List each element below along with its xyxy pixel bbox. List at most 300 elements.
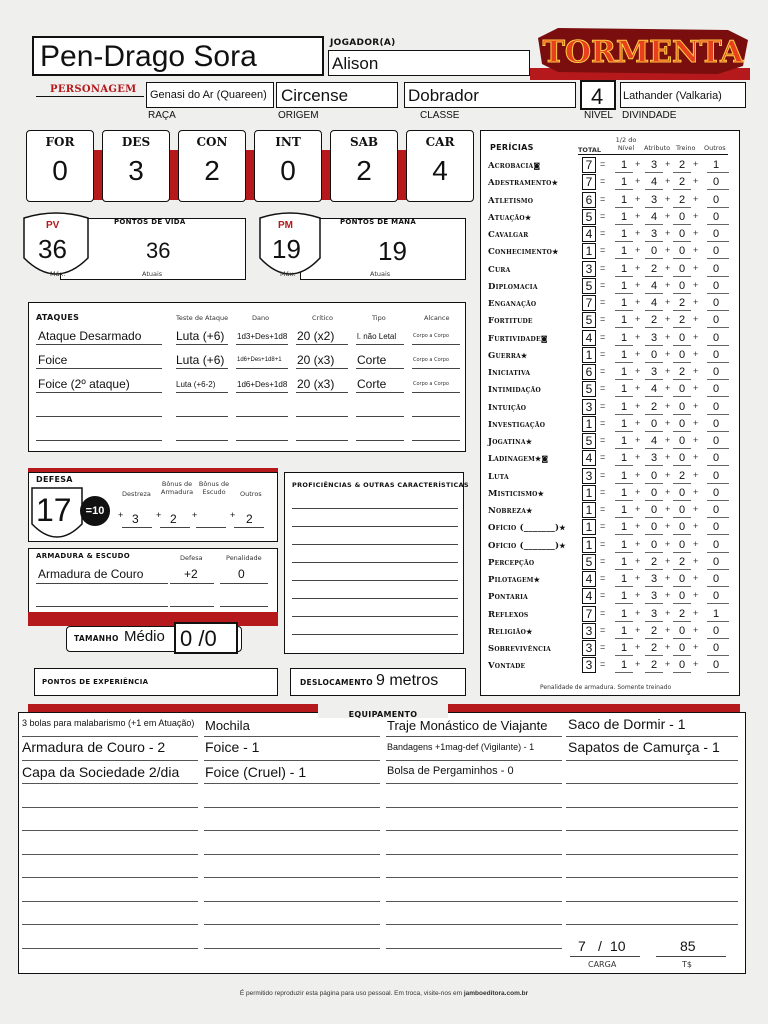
pm-max-label: Máx.	[280, 270, 296, 278]
load-current: 7	[578, 938, 586, 954]
skill-row[interactable]	[488, 244, 738, 261]
movement-value: 9 metros	[376, 672, 439, 689]
skill-name: Investigação	[488, 419, 546, 430]
plus-sign: +	[635, 331, 641, 342]
skill-row[interactable]	[488, 348, 738, 365]
plus-sign: +	[635, 607, 641, 618]
class-field[interactable]	[404, 82, 576, 108]
plus-sign: +	[693, 452, 699, 463]
skill-train: 0	[678, 383, 686, 396]
skill-half-level: 1	[620, 504, 628, 516]
skill-row[interactable]	[488, 313, 738, 330]
skill-row[interactable]	[488, 434, 738, 451]
plus-sign: +	[693, 573, 699, 583]
pv-max-label: Máx.	[50, 270, 66, 278]
plus-sign: +	[635, 193, 641, 204]
skill-row[interactable]	[488, 469, 738, 486]
plus-sign: +	[665, 193, 671, 204]
plus-sign: +	[693, 245, 699, 256]
plus-sign: +	[635, 538, 641, 549]
skill-attr: 2	[650, 262, 658, 275]
skill-attr: 4	[650, 176, 658, 189]
skill-name: Cavalgar	[488, 230, 529, 240]
player-name-field[interactable]	[328, 50, 530, 76]
skill-name: Ofício (_______)★	[488, 540, 566, 551]
skill-half-level: 1	[620, 366, 628, 378]
skill-row[interactable]	[488, 624, 738, 641]
skill-total: 3	[582, 640, 596, 656]
skill-other: 0	[712, 383, 720, 396]
armor-penalty: 0	[238, 567, 245, 581]
proficiencies-title: PROFICIÊNCIAS & OUTRAS CARACTERÍSTICAS	[292, 481, 469, 489]
equipment-item[interactable]: Bandagens +1mag-def (Vigilante) - 1	[387, 742, 535, 752]
plus-sign: +	[693, 210, 699, 221]
plus-sign: +	[693, 279, 699, 290]
skill-train: 0	[678, 279, 686, 292]
armor-red-strip	[28, 612, 278, 626]
plus-sign: +	[665, 504, 671, 514]
skill-mark: ★◙	[534, 454, 549, 464]
plus-sign: +	[635, 642, 641, 652]
armor-def: +2	[184, 567, 198, 581]
plus-sign: +	[665, 538, 671, 549]
plus-sign: +	[156, 510, 162, 520]
footer-site[interactable]: jamboeditora.com.br	[463, 990, 529, 997]
skill-name: Furtividade◙	[488, 333, 548, 344]
skill-attr: 2	[650, 659, 658, 672]
equals-sign: =	[600, 314, 606, 325]
plus-sign: +	[665, 607, 671, 618]
pm-label: PM	[278, 220, 293, 231]
skill-attr: 0	[650, 504, 658, 516]
defense-others: 2	[246, 512, 253, 526]
skill-train: 0	[678, 435, 686, 447]
plus-sign: +	[665, 314, 671, 325]
plus-sign: +	[635, 262, 641, 273]
plus-sign: +	[693, 607, 699, 618]
plus-sign: +	[665, 555, 671, 566]
skill-name: Acrobacia◙	[488, 161, 541, 171]
equals-sign: =	[600, 348, 606, 359]
equals-sign: =	[600, 176, 606, 187]
skill-name: Conhecimento★	[488, 247, 559, 258]
skill-half-level: 1	[620, 348, 628, 361]
attr-label: SAB	[349, 135, 379, 149]
attack-damage: 1d6+Des+1d8+1	[237, 357, 282, 363]
skill-half-level: 1	[620, 435, 628, 447]
skill-other: 0	[712, 262, 720, 275]
origin-label: ORIGEM	[278, 110, 319, 121]
skill-attr: 2	[650, 555, 658, 568]
pm-atuais-label: Atuais	[370, 270, 391, 278]
skill-attr: 0	[650, 245, 658, 258]
skill-total: 6	[582, 192, 596, 208]
skill-total: 4	[582, 330, 596, 346]
plus-sign: +	[693, 538, 699, 549]
skill-other: 1	[712, 159, 720, 171]
equipment-item[interactable]: 3 bolas para malabarismo (+1 em Atuação)	[22, 718, 195, 728]
plus-sign: +	[635, 210, 641, 221]
plus-sign: +	[635, 486, 641, 497]
skill-name: Enganação	[488, 299, 537, 309]
skill-name: Misticismo★	[488, 488, 545, 499]
attack-range: Corpo a Corpo	[413, 333, 449, 339]
equals-sign: =	[600, 659, 606, 670]
attr-value: 0	[52, 155, 68, 186]
skill-train: 2	[678, 159, 686, 171]
skill-half-level: 1	[620, 469, 628, 482]
equals-sign: =	[600, 555, 606, 566]
attack-range: Corpo a Corpo	[413, 381, 449, 387]
armor-penalty-label: Penalidade	[226, 554, 262, 562]
plus-sign: +	[665, 228, 671, 238]
plus-sign: +	[635, 245, 641, 256]
race-field[interactable]	[146, 82, 274, 108]
skill-attr: 0	[650, 486, 658, 499]
skill-half-level: 1	[620, 400, 628, 413]
skill-other: 1	[712, 607, 720, 620]
skill-half-level: 1	[620, 262, 628, 275]
load-label: CARGA	[588, 960, 617, 969]
skill-half-level: 1	[620, 193, 628, 206]
pm-max: 19	[272, 234, 301, 264]
skill-name: Percepção	[488, 557, 535, 568]
skill-other: 0	[712, 245, 720, 258]
skill-row[interactable]	[488, 279, 738, 296]
equals-sign: =	[600, 573, 606, 583]
pv-current[interactable]: 36	[146, 238, 171, 263]
skill-name: Ladinagem★◙	[488, 454, 549, 465]
equipment-item[interactable]: Foice (Cruel) - 1	[205, 764, 307, 780]
pv-title: PONTOS DE VIDA	[114, 218, 186, 226]
skill-other: 0	[712, 366, 720, 378]
skill-other: 0	[712, 417, 720, 430]
skill-name: Vontade	[488, 661, 526, 672]
skills-train-label: Treino	[676, 144, 696, 152]
skills-title: PERÍCIAS	[490, 143, 534, 152]
skill-name: Diplomacia	[488, 281, 538, 292]
skill-half-level: 1	[620, 452, 628, 465]
skill-row[interactable]	[488, 451, 738, 468]
plus-sign: +	[665, 331, 671, 342]
equipment-item[interactable]: Sapatos de Camurça - 1	[568, 739, 720, 755]
skill-other: 0	[712, 486, 720, 499]
skill-row[interactable]	[488, 227, 738, 244]
plus-sign: +	[635, 159, 641, 169]
plus-sign: +	[665, 159, 671, 169]
attack-crit: 20 (x2)	[297, 329, 335, 343]
pv-label: PV	[46, 220, 60, 231]
skill-train: 0	[678, 417, 686, 430]
equipment-item[interactable]: Capa da Sociedade 2/dia	[22, 764, 180, 780]
skill-attr: 0	[650, 538, 658, 551]
level-field[interactable]	[580, 80, 616, 110]
skill-attr: 2	[650, 642, 658, 654]
skill-other: 0	[712, 642, 720, 654]
equals-sign: =	[600, 469, 606, 480]
skill-attr: 3	[650, 607, 658, 620]
size-extra: 0 /0	[180, 626, 217, 651]
equals-sign: =	[600, 245, 606, 256]
plus-sign: +	[693, 555, 699, 566]
skill-mark: ★	[526, 626, 533, 636]
skill-row[interactable]	[488, 382, 738, 399]
skill-other: 0	[712, 659, 720, 672]
attack-header-crit: Crítico	[312, 314, 333, 322]
plus-sign: +	[635, 452, 641, 463]
defense-base-badge: =10	[80, 496, 110, 526]
attack-header-type: Tipo	[372, 314, 386, 322]
equipment-item[interactable]: Armadura de Couro - 2	[22, 739, 166, 755]
skill-train: 0	[678, 228, 686, 240]
personagem-label: PERSONAGEM	[50, 84, 137, 95]
skill-row[interactable]	[488, 641, 738, 658]
skill-half-level: 1	[620, 279, 628, 292]
skill-name: Sobrevivência	[488, 644, 552, 654]
armor-name[interactable]: Armadura de Couro	[38, 567, 144, 581]
plus-sign: +	[693, 297, 699, 307]
plus-sign: +	[665, 297, 671, 307]
attack-test: Luta (+6)	[176, 329, 225, 343]
skill-attr: 3	[650, 228, 658, 240]
plus-sign: +	[635, 314, 641, 325]
skill-other: 0	[712, 555, 720, 568]
skill-row[interactable]	[488, 607, 738, 624]
skill-train: 0	[678, 452, 686, 465]
plus-sign: +	[665, 400, 671, 411]
equals-sign: =	[600, 262, 606, 273]
character-name-field[interactable]	[32, 36, 324, 76]
plus-sign: +	[665, 435, 671, 445]
equals-sign: =	[600, 193, 606, 204]
skill-half-level: 1	[620, 314, 628, 327]
skill-total: 3	[582, 399, 596, 415]
equals-sign: =	[600, 521, 606, 532]
equipment-title: EQUIPAMENTO	[348, 710, 418, 719]
skill-row[interactable]	[488, 296, 738, 313]
plus-sign: +	[665, 521, 671, 532]
level-value: 4	[591, 84, 604, 109]
plus-sign: +	[635, 573, 641, 583]
plus-sign: +	[665, 452, 671, 463]
skill-half-level: 1	[620, 176, 628, 189]
skill-total: 7	[582, 174, 596, 190]
attack-name[interactable]: Foice	[38, 353, 68, 367]
skill-other: 0	[712, 279, 720, 292]
plus-sign: +	[693, 590, 699, 601]
skill-half-level: 1	[620, 521, 628, 534]
skill-total: 1	[582, 537, 596, 553]
skill-total: 5	[582, 433, 596, 449]
skill-row[interactable]	[488, 486, 738, 503]
skill-row[interactable]	[488, 658, 738, 675]
skill-row[interactable]	[488, 417, 738, 434]
skill-row[interactable]	[488, 572, 738, 589]
attack-damage: 1d6+Des+1d8	[237, 380, 288, 389]
skill-half-level: 1	[620, 659, 628, 672]
plus-sign: +	[693, 504, 699, 514]
plus-sign: +	[693, 521, 699, 532]
skill-name: Pontaria	[488, 592, 528, 603]
attr-for	[26, 130, 94, 202]
pm-current[interactable]: 19	[378, 236, 407, 266]
attr-label: CAR	[425, 135, 455, 149]
player-label: JOGADOR(A)	[330, 38, 396, 48]
skill-total: 3	[582, 657, 596, 673]
skill-row[interactable]	[488, 262, 738, 279]
equals-sign: =	[600, 159, 606, 169]
skill-row[interactable]	[488, 503, 738, 520]
skill-row[interactable]	[488, 538, 738, 555]
skill-train: 0	[678, 538, 686, 551]
plus-sign: +	[635, 521, 641, 532]
equipment-item[interactable]: Mochila	[205, 718, 250, 733]
skill-total: 1	[582, 243, 596, 259]
equipment-item[interactable]: Bolsa de Pergaminhos - 0	[387, 765, 514, 777]
plus-sign: +	[665, 469, 671, 480]
skill-train: 0	[678, 210, 686, 223]
attr-label: CON	[196, 135, 228, 149]
attack-damage: 1d3+Des+1d8	[237, 332, 288, 341]
skill-mark: ◙	[540, 333, 548, 343]
skill-attr: 2	[650, 314, 658, 327]
plus-sign: +	[635, 228, 641, 238]
equipment-item[interactable]: Traje Monástico de Viajante	[387, 718, 548, 733]
skill-attr: 3	[650, 331, 658, 344]
attr-car	[406, 130, 474, 202]
attr-des	[102, 130, 170, 202]
equals-sign: =	[600, 590, 606, 601]
skill-name: Intuição	[488, 402, 527, 413]
race-label: RAÇA	[148, 110, 176, 121]
race-value: Genasi do Ar (Quareen)	[150, 89, 267, 101]
skill-row[interactable]	[488, 400, 738, 417]
skill-other: 0	[712, 314, 720, 327]
skill-attr: 3	[650, 590, 658, 603]
skill-other: 0	[712, 400, 720, 413]
size-extra-field[interactable]	[174, 622, 238, 654]
equals-sign: =	[600, 228, 606, 238]
skill-other: 0	[712, 297, 720, 309]
plus-sign: +	[693, 314, 699, 325]
equals-sign: =	[600, 417, 606, 428]
skills-half-label: 1/2 do Nível	[615, 136, 637, 152]
skill-attr: 4	[650, 210, 658, 223]
skill-row[interactable]	[488, 555, 738, 572]
skill-total: 7	[582, 295, 596, 311]
skill-total: 7	[582, 606, 596, 622]
plus-sign: +	[635, 297, 641, 307]
skill-half-level: 1	[620, 607, 628, 620]
skill-row[interactable]	[488, 589, 738, 606]
equipment-item[interactable]: Saco de Dormir - 1	[568, 716, 686, 732]
attack-name[interactable]: Foice (2º ataque)	[38, 377, 130, 391]
attr-con	[178, 130, 246, 202]
skill-row[interactable]	[488, 158, 738, 175]
skill-half-level: 1	[620, 331, 628, 344]
load-max: 10	[610, 938, 626, 954]
deity-field[interactable]	[620, 82, 746, 108]
plus-sign: +	[665, 659, 671, 670]
skill-mark: ★	[526, 506, 533, 515]
equals-sign: =	[600, 435, 606, 445]
pv-atuais-label: Atuais	[142, 270, 163, 278]
skill-row[interactable]	[488, 175, 738, 192]
skill-total: 7	[582, 157, 596, 173]
skill-other: 0	[712, 521, 720, 534]
skill-total: 4	[582, 226, 596, 242]
skill-row[interactable]	[488, 520, 738, 537]
plus-sign: +	[665, 279, 671, 290]
skill-other: 0	[712, 228, 720, 240]
attack-test: Luta (+6)	[176, 353, 225, 367]
equals-sign: =	[600, 366, 606, 376]
skill-mark: ★	[520, 350, 528, 360]
class-value: Dobrador	[408, 86, 479, 105]
skill-row[interactable]	[488, 210, 738, 227]
equals-sign: =	[600, 642, 606, 652]
level-label: NÍVEL	[584, 110, 613, 121]
skill-total: 5	[582, 209, 596, 225]
equals-sign: =	[600, 504, 606, 514]
plus-sign: +	[665, 486, 671, 497]
skill-name: Atuação★	[488, 212, 532, 223]
plus-sign: +	[635, 504, 641, 514]
origin-field[interactable]	[276, 82, 398, 108]
plus-sign: +	[665, 348, 671, 359]
skill-half-level: 1	[620, 159, 628, 171]
attr-value: 2	[204, 155, 220, 186]
plus-sign: +	[635, 435, 641, 445]
skill-train: 0	[678, 504, 686, 516]
skill-other: 0	[712, 193, 720, 206]
proficiencies-panel[interactable]	[284, 472, 464, 654]
skill-attr: 0	[650, 469, 658, 482]
equals-sign: =	[600, 297, 606, 307]
skill-train: 0	[678, 573, 686, 585]
attack-name[interactable]: Ataque Desarmado	[38, 329, 142, 343]
attr-int	[254, 130, 322, 202]
attack-type: Corte	[357, 377, 387, 391]
plus-sign: +	[693, 228, 699, 238]
skill-attr: 4	[650, 435, 658, 447]
skill-row[interactable]	[488, 193, 738, 210]
plus-sign: +	[693, 262, 699, 273]
defense-armor: 2	[170, 512, 177, 526]
skill-row[interactable]	[488, 365, 738, 382]
skill-half-level: 1	[620, 590, 628, 603]
skill-other: 0	[712, 435, 720, 447]
skills-attr-label: Atributo	[644, 144, 671, 152]
plus-sign: +	[635, 590, 641, 601]
plus-sign: +	[635, 279, 641, 290]
skill-train: 2	[678, 176, 686, 189]
equals-sign: =	[600, 607, 606, 618]
skill-row[interactable]	[488, 331, 738, 348]
skill-train: 0	[678, 590, 686, 603]
attack-type: l. não Letal	[357, 332, 397, 341]
skill-attr: 2	[650, 400, 658, 413]
armor-def-label: Defesa	[180, 554, 203, 562]
plus-sign: +	[665, 642, 671, 652]
skill-name: Luta	[488, 471, 509, 482]
equipment-item[interactable]: Foice - 1	[205, 739, 260, 755]
equals-sign: =	[600, 400, 606, 411]
skill-train: 2	[678, 193, 686, 206]
attr-label: FOR	[45, 135, 75, 149]
skills-total-label: TOTAL	[578, 146, 602, 154]
size-label: TAMANHO	[74, 634, 119, 643]
